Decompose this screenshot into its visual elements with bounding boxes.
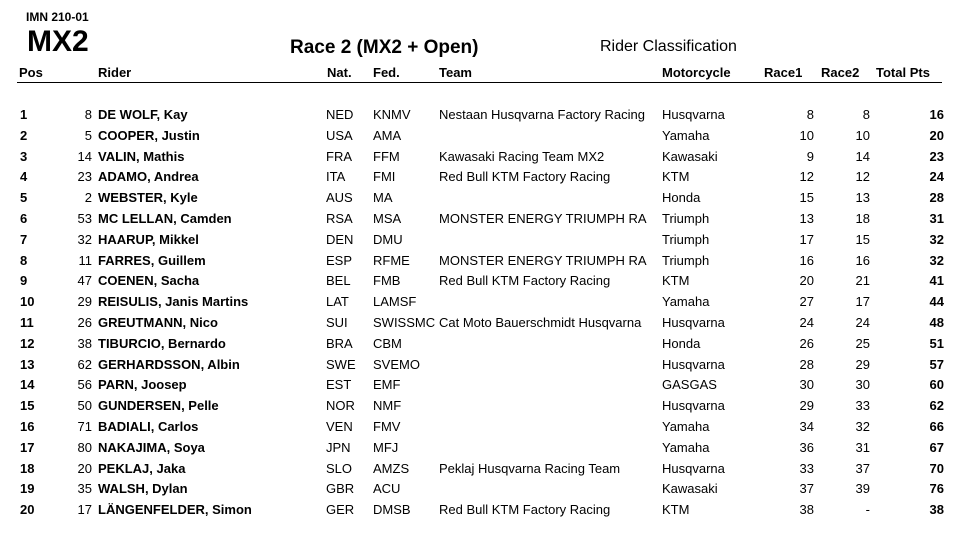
rider-name: NAKAJIMA, Soya [98,439,205,455]
rider-team: Nestaan Husqvarna Factory Racing [439,107,645,122]
race2-points: 29 [855,356,870,372]
rider-number: 35 [77,481,92,497]
table-row [0,126,964,146]
rider-motorcycle: Yamaha [662,127,710,143]
race1-points: 17 [799,231,814,247]
rider-nationality: SUI [326,315,348,330]
rider-team: MONSTER ENERGY TRIUMPH RA [439,211,647,226]
table-row [0,147,964,167]
race2-points: 39 [855,481,870,497]
rider-number: 71 [77,419,92,434]
rider-motorcycle: Honda [662,190,701,206]
race2-points: 17 [855,294,870,310]
document-code: IMN 210-01 [26,10,89,24]
rider-position: 5 [20,190,28,206]
rider-number: 47 [77,273,92,289]
rider-name: PARN, Joosep [98,377,187,393]
rider-federation: MA [373,190,393,206]
rider-nationality: LAT [326,294,349,310]
race1-points: 29 [799,398,814,414]
rider-number: 2 [84,190,92,206]
rider-federation: EMF [373,377,401,393]
rider-nationality: NED [326,107,354,122]
rider-motorcycle: KTM [662,502,690,518]
race1-points: 12 [799,169,814,185]
rider-position: 19 [20,481,35,497]
rider-name: FARRES, Guillem [98,252,206,268]
rider-name: GREUTMANN, Nico [98,315,218,330]
rider-federation: AMA [373,127,402,143]
rider-name: DE WOLF, Kay [98,107,188,122]
rider-nationality: USA [326,127,353,143]
rider-nationality: JPN [326,439,351,455]
rider-number: 20 [77,460,92,476]
rider-name: WEBSTER, Kyle [98,190,198,206]
rider-number: 56 [77,377,92,393]
total-points: 38 [929,502,944,518]
rider-number: 23 [77,169,92,185]
table-row [0,334,964,354]
race1-points: 37 [799,481,814,497]
rider-number: 8 [84,107,92,122]
total-points: 62 [929,398,944,414]
rider-motorcycle: Triumph [662,211,710,226]
rider-motorcycle: Husqvarna [662,315,725,330]
total-points: 28 [929,190,944,206]
rider-name: GERHARDSSON, Albin [98,356,240,372]
race2-points: 13 [855,190,870,206]
rider-position: 9 [20,273,28,289]
race1-points: 30 [799,377,814,393]
race1-points: 10 [799,127,814,143]
rider-team: Kawasaki Racing Team MX2 [439,148,605,164]
rider-position: 13 [20,356,35,372]
total-points: 67 [929,439,944,455]
race2-points: 33 [855,398,870,414]
race1-points: 36 [799,439,814,455]
rider-name: VALIN, Mathis [98,148,185,164]
table-row [0,271,964,291]
race2-points: 10 [855,127,870,143]
total-points: 66 [929,419,944,434]
rider-number: 38 [77,335,92,351]
rider-motorcycle: Yamaha [662,294,710,310]
rider-name: MC LELLAN, Camden [98,211,232,226]
table-row [0,167,964,187]
race1-points: 26 [799,335,814,351]
rider-federation: LAMSF [373,294,417,310]
rider-federation: SWISSMC [373,315,436,330]
race-title: Race 2 (MX2 + Open) [290,37,479,58]
race2-points: 8 [862,107,870,122]
header-race1: Race1 [764,65,803,80]
rider-federation: DMSB [373,502,411,518]
total-points: 70 [929,460,944,476]
rider-motorcycle: Yamaha [662,419,710,434]
rider-motorcycle: Kawasaki [662,148,718,164]
total-points: 41 [929,273,944,289]
rider-name: COENEN, Sacha [98,273,200,289]
rider-federation: NMF [373,398,402,414]
rider-position: 3 [20,148,28,164]
rider-federation: RFME [373,252,410,268]
table-row [0,355,964,375]
table-row [0,188,964,208]
table-row [0,417,964,437]
rider-team: Red Bull KTM Factory Racing [439,502,611,518]
rider-position: 2 [20,127,28,143]
rider-federation: MFJ [373,439,399,455]
table-row [0,396,964,416]
rider-motorcycle: GASGAS [662,377,717,393]
race1-points: 38 [799,502,814,518]
race2-points: 25 [855,335,870,351]
race1-points: 27 [799,294,814,310]
rider-motorcycle: Yamaha [662,439,710,455]
rider-motorcycle: Triumph [662,231,710,247]
rider-name: ADAMO, Andrea [98,169,199,185]
total-points: 20 [929,127,944,143]
header-divider [17,82,942,83]
table-row [0,292,964,312]
rider-federation: FMI [373,169,396,185]
rider-federation: KNMV [373,107,411,122]
rider-position: 10 [20,294,35,310]
rider-team: Cat Moto Bauerschmidt Husqvarna [439,315,642,330]
race1-points: 9 [806,148,814,164]
rider-nationality: EST [326,377,352,393]
rider-nationality: ITA [326,169,346,185]
total-points: 32 [929,252,944,268]
rider-position: 15 [20,398,35,414]
rider-name: WALSH, Dylan [98,481,188,497]
rider-name: PEKLAJ, Jaka [98,460,186,476]
table-row [0,375,964,395]
rider-team: MONSTER ENERGY TRIUMPH RA [439,252,647,268]
header-team: Team [439,65,472,80]
rider-nationality: BRA [326,335,353,351]
rider-team: Peklaj Husqvarna Racing Team [439,460,621,476]
rider-nationality: SLO [326,460,353,476]
race1-points: 24 [799,315,814,330]
rider-position: 16 [20,419,35,434]
race2-points: 37 [855,460,870,476]
rider-number: 80 [77,439,92,455]
rider-federation: FMB [373,273,401,289]
rider-position: 18 [20,460,35,476]
total-points: 48 [929,315,944,330]
race2-points: 15 [855,231,870,247]
rider-nationality: GBR [326,481,355,497]
rider-number: 53 [77,211,92,226]
rider-nationality: AUS [326,190,353,206]
race2-points: 30 [855,377,870,393]
race1-points: 15 [799,190,814,206]
rider-team: Red Bull KTM Factory Racing [439,273,611,289]
table-row [0,459,964,479]
header-nat: Nat. [327,65,352,80]
table-row [0,209,964,229]
rider-nationality: ESP [326,252,353,268]
rider-position: 4 [20,169,28,185]
rider-nationality: BEL [326,273,351,289]
rider-nationality: FRA [326,148,352,164]
rider-federation: FMV [373,419,401,434]
rider-federation: MSA [373,211,402,226]
rider-position: 1 [20,107,28,122]
race2-points: 16 [855,252,870,268]
table-row [0,105,964,125]
rider-position: 20 [20,502,35,518]
rider-motorcycle: Husqvarna [662,398,725,414]
table-row [0,438,964,458]
rider-position: 7 [20,231,28,247]
rider-motorcycle: KTM [662,169,690,185]
rider-motorcycle: Husqvarna [662,356,725,372]
total-points: 44 [929,294,944,310]
rider-name: HAARUP, Mikkel [98,231,199,247]
total-points: 76 [929,481,944,497]
rider-name: COOPER, Justin [98,127,200,143]
rider-number: 17 [77,502,92,518]
rider-number: 50 [77,398,92,414]
race2-points: 31 [855,439,870,455]
table-row [0,230,964,250]
rider-nationality: GER [326,502,355,518]
rider-position: 8 [20,252,28,268]
race1-points: 16 [799,252,814,268]
rider-position: 11 [20,315,34,330]
rider-number: 5 [84,127,92,143]
rider-name: LÄNGENFELDER, Simon [98,502,252,518]
rider-federation: DMU [373,231,403,247]
rider-position: 6 [20,211,28,226]
header-pos: Pos [19,65,43,80]
race2-points: 18 [855,211,870,226]
total-points: 60 [929,377,944,393]
rider-nationality: RSA [326,211,353,226]
rider-federation: SVEMO [373,356,420,372]
rider-position: 12 [20,335,35,351]
race1-points: 34 [799,419,814,434]
rider-number: 26 [77,315,92,330]
total-points: 32 [929,231,944,247]
header-total: Total Pts [876,65,930,80]
rider-nationality: NOR [326,398,355,414]
table-row [0,500,964,520]
rider-nationality: DEN [326,231,354,247]
rider-federation: AMZS [373,460,410,476]
race2-points: 12 [855,169,870,185]
rider-number: 11 [78,252,92,268]
race1-points: 28 [799,356,814,372]
classification-title: Rider Classification [600,38,737,55]
rider-number: 29 [77,294,92,310]
rider-number: 62 [77,356,92,372]
total-points: 51 [929,335,944,351]
rider-position: 17 [20,439,35,455]
total-points: 23 [929,148,944,164]
rider-position: 14 [20,377,35,393]
total-points: 57 [929,356,944,372]
rider-motorcycle: KTM [662,273,690,289]
race2-points: 32 [855,419,870,434]
rider-motorcycle: Honda [662,335,701,351]
table-row [0,313,964,333]
rider-motorcycle: Kawasaki [662,481,718,497]
total-points: 24 [929,169,944,185]
rider-federation: CBM [373,335,402,351]
category-title: MX2 [27,25,89,58]
total-points: 16 [929,107,944,122]
race2-points: 14 [855,148,870,164]
rider-federation: ACU [373,481,401,497]
rider-motorcycle: Husqvarna [662,460,725,476]
race1-points: 13 [799,211,814,226]
race2-points: 24 [855,315,870,330]
header-fed: Fed. [373,65,400,80]
header-motorcycle: Motorcycle [662,65,731,80]
rider-motorcycle: Husqvarna [662,107,725,122]
race1-points: 20 [799,273,814,289]
rider-team: Red Bull KTM Factory Racing [439,169,611,185]
race2-points: - [865,502,870,518]
rider-number: 32 [77,231,92,247]
race1-points: 33 [799,460,814,476]
rider-motorcycle: Triumph [662,252,710,268]
rider-name: GUNDERSEN, Pelle [98,398,219,414]
table-row [0,251,964,271]
rider-name: BADIALI, Carlos [98,419,199,434]
total-points: 31 [929,211,944,226]
rider-nationality: VEN [326,419,353,434]
rider-nationality: SWE [326,356,356,372]
header-race2: Race2 [821,65,860,80]
header-rider: Rider [98,65,132,80]
rider-name: TIBURCIO, Bernardo [98,335,226,351]
rider-name: REISULIS, Janis Martins [98,294,249,310]
rider-federation: FFM [373,148,400,164]
table-row [0,479,964,499]
race1-points: 8 [806,107,814,122]
rider-number: 14 [77,148,92,164]
race2-points: 21 [855,273,870,289]
